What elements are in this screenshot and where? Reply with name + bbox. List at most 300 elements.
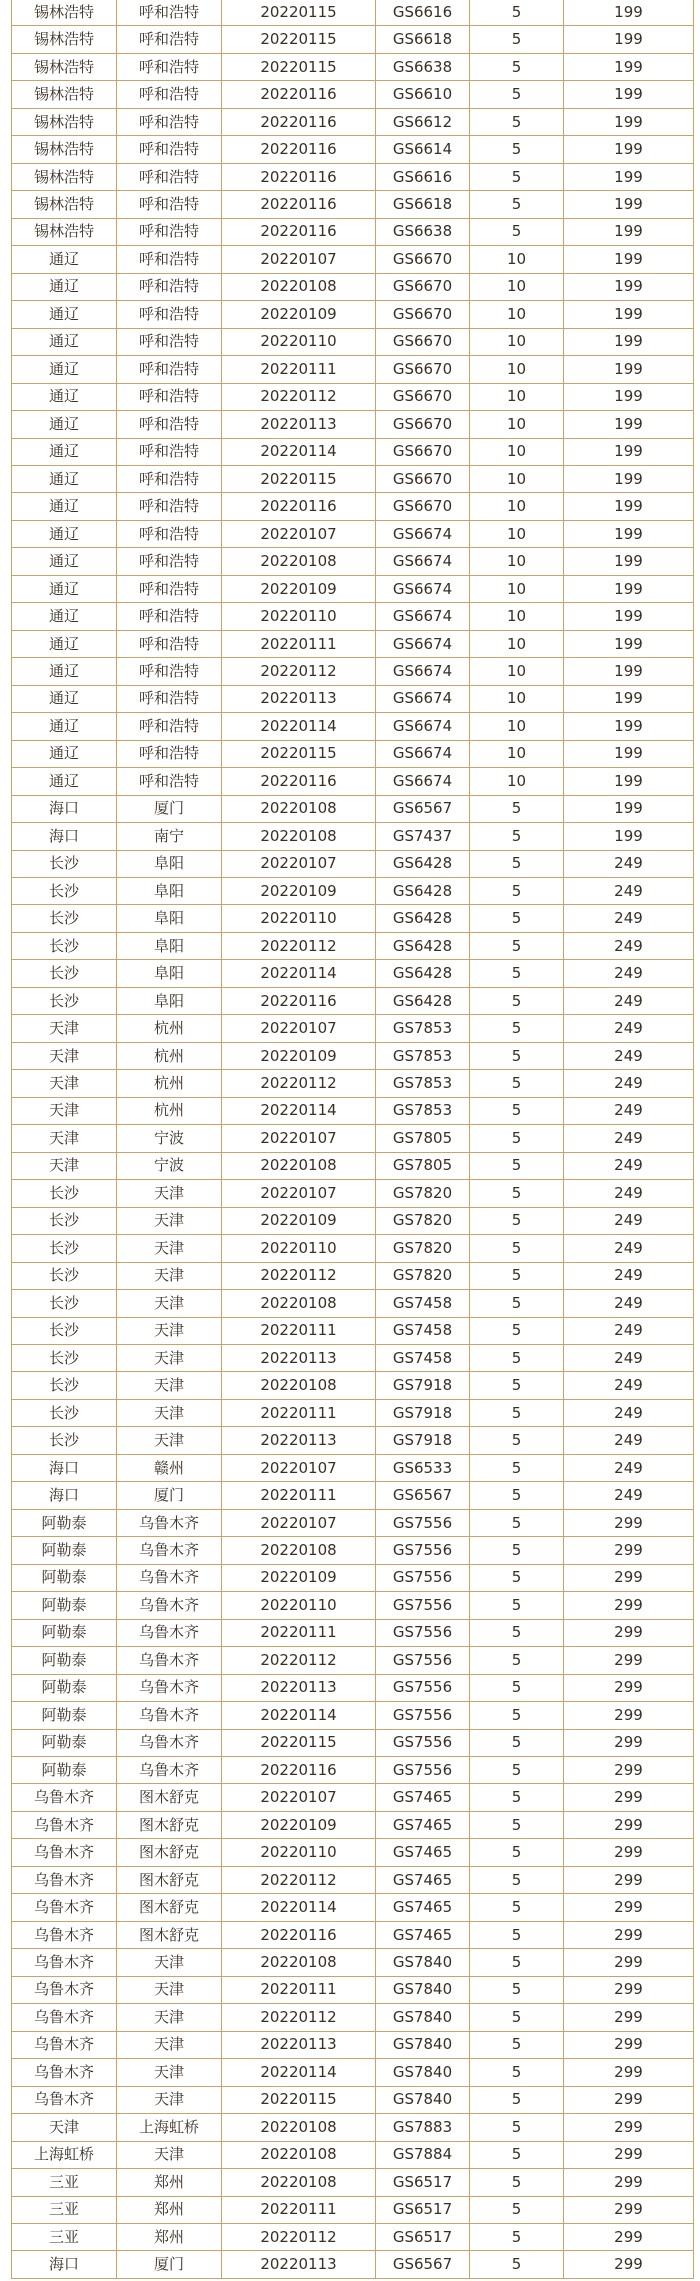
flight-number-cell: GS7840 <box>376 2059 470 2086</box>
destination-cell: 天津 <box>117 1180 222 1207</box>
date-cell: 20220113 <box>222 1344 376 1371</box>
price-cell: 249 <box>564 1152 694 1179</box>
table-row <box>12 2031 694 2058</box>
destination-cell: 宁波 <box>117 1125 222 1152</box>
origin-cell: 通辽 <box>12 438 117 465</box>
origin-cell: 通辽 <box>12 246 117 273</box>
flight-number-cell: GS6670 <box>376 411 470 438</box>
flight-number-cell: GS6674 <box>376 768 470 795</box>
table-row <box>12 1674 694 1701</box>
date-cell: 20220109 <box>222 1811 376 1838</box>
origin-cell: 长沙 <box>12 1399 117 1426</box>
origin-cell: 海口 <box>12 1454 117 1481</box>
destination-cell: 天津 <box>117 1235 222 1262</box>
quantity-cell: 5 <box>470 2004 564 2031</box>
table-row <box>12 1344 694 1371</box>
quantity-cell: 10 <box>470 575 564 602</box>
flight-number-cell: GS7465 <box>376 1839 470 1866</box>
origin-cell: 乌鲁木齐 <box>12 1839 117 1866</box>
date-cell: 20220116 <box>222 108 376 135</box>
table-row <box>12 795 694 822</box>
flight-number-cell: GS6428 <box>376 905 470 932</box>
date-cell: 20220112 <box>222 383 376 410</box>
date-cell: 20220107 <box>222 520 376 547</box>
origin-cell: 天津 <box>12 1097 117 1124</box>
quantity-cell: 10 <box>470 768 564 795</box>
origin-cell: 锡林浩特 <box>12 191 117 218</box>
quantity-cell: 5 <box>470 1592 564 1619</box>
flight-number-cell: GS7556 <box>376 1702 470 1729</box>
flight-number-cell: GS7556 <box>376 1592 470 1619</box>
quantity-cell: 5 <box>470 2114 564 2141</box>
table-row <box>12 520 694 547</box>
destination-cell: 呼和浩特 <box>117 218 222 245</box>
destination-cell: 天津 <box>117 2004 222 2031</box>
origin-cell: 长沙 <box>12 960 117 987</box>
date-cell: 20220107 <box>222 1180 376 1207</box>
origin-cell: 长沙 <box>12 987 117 1014</box>
origin-cell: 乌鲁木齐 <box>12 1784 117 1811</box>
table-row <box>12 246 694 273</box>
quantity-cell: 5 <box>470 987 564 1014</box>
table-row <box>12 108 694 135</box>
table-row <box>12 630 694 657</box>
date-cell: 20220115 <box>222 2086 376 2113</box>
origin-cell: 通辽 <box>12 383 117 410</box>
price-cell: 299 <box>564 2059 694 2086</box>
table-row <box>12 905 694 932</box>
flight-number-cell: GS7805 <box>376 1125 470 1152</box>
date-cell: 20220115 <box>222 53 376 80</box>
table-row <box>12 2251 694 2278</box>
quantity-cell: 10 <box>470 465 564 492</box>
origin-cell: 锡林浩特 <box>12 0 117 26</box>
table-row <box>12 1372 694 1399</box>
destination-cell: 乌鲁木齐 <box>117 1647 222 1674</box>
quantity-cell: 5 <box>470 905 564 932</box>
price-cell: 199 <box>564 356 694 383</box>
quantity-cell: 10 <box>470 438 564 465</box>
date-cell: 20220111 <box>222 356 376 383</box>
table-row <box>12 465 694 492</box>
table-row <box>12 1015 694 1042</box>
date-cell: 20220116 <box>222 1757 376 1784</box>
table-row <box>12 1317 694 1344</box>
date-cell: 20220107 <box>222 246 376 273</box>
flight-number-cell: GS7820 <box>376 1235 470 1262</box>
flight-table-body <box>12 0 694 2278</box>
price-cell: 249 <box>564 1399 694 1426</box>
destination-cell: 呼和浩特 <box>117 630 222 657</box>
quantity-cell: 5 <box>470 136 564 163</box>
destination-cell: 赣州 <box>117 1454 222 1481</box>
table-row <box>12 383 694 410</box>
date-cell: 20220107 <box>222 1125 376 1152</box>
price-cell: 199 <box>564 81 694 108</box>
table-row <box>12 218 694 245</box>
price-cell: 299 <box>564 2086 694 2113</box>
table-row <box>12 2196 694 2223</box>
origin-cell: 通辽 <box>12 328 117 355</box>
table-row <box>12 1729 694 1756</box>
flight-number-cell: GS6610 <box>376 81 470 108</box>
price-cell: 249 <box>564 1097 694 1124</box>
price-cell: 299 <box>564 1509 694 1536</box>
price-cell: 299 <box>564 2223 694 2250</box>
flight-schedule-table <box>11 0 694 2279</box>
flight-number-cell: GS6674 <box>376 713 470 740</box>
flight-number-cell: GS6517 <box>376 2169 470 2196</box>
table-row <box>12 1894 694 1921</box>
date-cell: 20220114 <box>222 438 376 465</box>
date-cell: 20220110 <box>222 1235 376 1262</box>
quantity-cell: 10 <box>470 658 564 685</box>
quantity-cell: 5 <box>470 218 564 245</box>
quantity-cell: 5 <box>470 2251 564 2278</box>
quantity-cell: 10 <box>470 383 564 410</box>
flight-number-cell: GS7883 <box>376 2114 470 2141</box>
date-cell: 20220114 <box>222 1894 376 1921</box>
flight-number-cell: GS6670 <box>376 465 470 492</box>
origin-cell: 阿勒泰 <box>12 1509 117 1536</box>
date-cell: 20220114 <box>222 2059 376 2086</box>
origin-cell: 上海虹桥 <box>12 2141 117 2168</box>
flight-number-cell: GS7556 <box>376 1647 470 1674</box>
date-cell: 20220113 <box>222 2251 376 2278</box>
origin-cell: 海口 <box>12 2251 117 2278</box>
date-cell: 20220114 <box>222 960 376 987</box>
date-cell: 20220116 <box>222 493 376 520</box>
quantity-cell: 5 <box>470 2169 564 2196</box>
quantity-cell: 5 <box>470 1976 564 2003</box>
price-cell: 199 <box>564 630 694 657</box>
destination-cell: 阜阳 <box>117 987 222 1014</box>
price-cell: 199 <box>564 218 694 245</box>
quantity-cell: 5 <box>470 1427 564 1454</box>
price-cell: 199 <box>564 740 694 767</box>
quantity-cell: 5 <box>470 53 564 80</box>
price-cell: 249 <box>564 850 694 877</box>
flight-number-cell: GS6616 <box>376 163 470 190</box>
flight-number-cell: GS7465 <box>376 1811 470 1838</box>
quantity-cell: 5 <box>470 960 564 987</box>
date-cell: 20220114 <box>222 713 376 740</box>
quantity-cell: 5 <box>470 2141 564 2168</box>
flight-number-cell: GS6517 <box>376 2196 470 2223</box>
quantity-cell: 5 <box>470 191 564 218</box>
origin-cell: 长沙 <box>12 905 117 932</box>
price-cell: 199 <box>564 493 694 520</box>
flight-number-cell: GS6428 <box>376 987 470 1014</box>
flight-number-cell: GS6674 <box>376 575 470 602</box>
price-cell: 299 <box>564 2031 694 2058</box>
price-cell: 199 <box>564 685 694 712</box>
origin-cell: 阿勒泰 <box>12 1564 117 1591</box>
price-cell: 249 <box>564 1207 694 1234</box>
price-cell: 249 <box>564 1290 694 1317</box>
price-cell: 249 <box>564 1235 694 1262</box>
table-row <box>12 81 694 108</box>
destination-cell: 呼和浩特 <box>117 108 222 135</box>
date-cell: 20220108 <box>222 548 376 575</box>
origin-cell: 通辽 <box>12 301 117 328</box>
origin-cell: 长沙 <box>12 878 117 905</box>
price-cell: 249 <box>564 1180 694 1207</box>
origin-cell: 通辽 <box>12 548 117 575</box>
origin-cell: 乌鲁木齐 <box>12 2086 117 2113</box>
price-cell: 199 <box>564 383 694 410</box>
flight-number-cell: GS7556 <box>376 1509 470 1536</box>
destination-cell: 阜阳 <box>117 878 222 905</box>
table-row <box>12 1399 694 1426</box>
destination-cell: 天津 <box>117 1290 222 1317</box>
flight-number-cell: GS6674 <box>376 548 470 575</box>
origin-cell: 长沙 <box>12 1207 117 1234</box>
destination-cell: 呼和浩特 <box>117 740 222 767</box>
date-cell: 20220108 <box>222 1290 376 1317</box>
date-cell: 20220112 <box>222 658 376 685</box>
price-cell: 299 <box>564 2141 694 2168</box>
destination-cell: 阜阳 <box>117 850 222 877</box>
origin-cell: 锡林浩特 <box>12 26 117 53</box>
destination-cell: 呼和浩特 <box>117 356 222 383</box>
price-cell: 299 <box>564 1949 694 1976</box>
price-cell: 299 <box>564 1592 694 1619</box>
destination-cell: 阜阳 <box>117 960 222 987</box>
flight-number-cell: GS6674 <box>376 603 470 630</box>
table-row <box>12 1509 694 1536</box>
destination-cell: 呼和浩特 <box>117 685 222 712</box>
date-cell: 20220116 <box>222 163 376 190</box>
destination-cell: 呼和浩特 <box>117 768 222 795</box>
date-cell: 20220108 <box>222 2114 376 2141</box>
date-cell: 20220112 <box>222 1262 376 1289</box>
quantity-cell: 5 <box>470 1317 564 1344</box>
quantity-cell: 5 <box>470 1262 564 1289</box>
flight-number-cell: GS6670 <box>376 273 470 300</box>
date-cell: 20220110 <box>222 905 376 932</box>
table-row <box>12 575 694 602</box>
flight-number-cell: GS6674 <box>376 658 470 685</box>
destination-cell: 呼和浩特 <box>117 328 222 355</box>
price-cell: 249 <box>564 1317 694 1344</box>
date-cell: 20220112 <box>222 2223 376 2250</box>
flight-number-cell: GS6618 <box>376 26 470 53</box>
origin-cell: 通辽 <box>12 273 117 300</box>
table-row <box>12 1454 694 1481</box>
table-row <box>12 658 694 685</box>
origin-cell: 通辽 <box>12 575 117 602</box>
flight-number-cell: GS6533 <box>376 1454 470 1481</box>
table-row <box>12 768 694 795</box>
price-cell: 299 <box>564 1866 694 1893</box>
quantity-cell: 10 <box>470 493 564 520</box>
date-cell: 20220115 <box>222 740 376 767</box>
origin-cell: 锡林浩特 <box>12 136 117 163</box>
origin-cell: 天津 <box>12 1015 117 1042</box>
date-cell: 20220113 <box>222 1674 376 1701</box>
table-row <box>12 328 694 355</box>
quantity-cell: 5 <box>470 1290 564 1317</box>
origin-cell: 阿勒泰 <box>12 1729 117 1756</box>
flight-number-cell: GS6674 <box>376 685 470 712</box>
quantity-cell: 10 <box>470 356 564 383</box>
quantity-cell: 5 <box>470 81 564 108</box>
date-cell: 20220116 <box>222 1921 376 1948</box>
origin-cell: 乌鲁木齐 <box>12 1866 117 1893</box>
price-cell: 199 <box>564 438 694 465</box>
quantity-cell: 5 <box>470 1482 564 1509</box>
date-cell: 20220108 <box>222 823 376 850</box>
origin-cell: 三亚 <box>12 2223 117 2250</box>
table-row <box>12 878 694 905</box>
flight-number-cell: GS6616 <box>376 0 470 26</box>
flight-number-cell: GS7853 <box>376 1042 470 1069</box>
price-cell: 199 <box>564 163 694 190</box>
price-cell: 199 <box>564 301 694 328</box>
quantity-cell: 5 <box>470 1647 564 1674</box>
quantity-cell: 5 <box>470 1811 564 1838</box>
price-cell: 249 <box>564 932 694 959</box>
date-cell: 20220116 <box>222 81 376 108</box>
quantity-cell: 10 <box>470 301 564 328</box>
price-cell: 299 <box>564 1921 694 1948</box>
destination-cell: 天津 <box>117 1949 222 1976</box>
table-row <box>12 1592 694 1619</box>
destination-cell: 天津 <box>117 1344 222 1371</box>
destination-cell: 呼和浩特 <box>117 191 222 218</box>
destination-cell: 图木舒克 <box>117 1839 222 1866</box>
table-row <box>12 823 694 850</box>
destination-cell: 呼和浩特 <box>117 301 222 328</box>
origin-cell: 阿勒泰 <box>12 1702 117 1729</box>
flight-number-cell: GS6670 <box>376 328 470 355</box>
price-cell: 199 <box>564 246 694 273</box>
origin-cell: 阿勒泰 <box>12 1647 117 1674</box>
date-cell: 20220108 <box>222 1537 376 1564</box>
table-row <box>12 1070 694 1097</box>
origin-cell: 通辽 <box>12 520 117 547</box>
price-cell: 249 <box>564 1344 694 1371</box>
destination-cell: 呼和浩特 <box>117 438 222 465</box>
destination-cell: 呼和浩特 <box>117 465 222 492</box>
date-cell: 20220113 <box>222 685 376 712</box>
quantity-cell: 5 <box>470 795 564 822</box>
origin-cell: 锡林浩特 <box>12 218 117 245</box>
destination-cell: 天津 <box>117 2086 222 2113</box>
date-cell: 20220108 <box>222 1372 376 1399</box>
origin-cell: 长沙 <box>12 932 117 959</box>
origin-cell: 长沙 <box>12 1262 117 1289</box>
price-cell: 299 <box>564 1729 694 1756</box>
table-row <box>12 1180 694 1207</box>
table-row <box>12 1207 694 1234</box>
table-row <box>12 2004 694 2031</box>
destination-cell: 乌鲁木齐 <box>117 1729 222 1756</box>
price-cell: 299 <box>564 1619 694 1646</box>
destination-cell: 天津 <box>117 1427 222 1454</box>
table-row <box>12 0 694 26</box>
destination-cell: 杭州 <box>117 1070 222 1097</box>
flight-number-cell: GS6670 <box>376 438 470 465</box>
date-cell: 20220110 <box>222 1839 376 1866</box>
price-cell: 249 <box>564 1427 694 1454</box>
price-cell: 199 <box>564 795 694 822</box>
quantity-cell: 5 <box>470 1921 564 1948</box>
quantity-cell: 5 <box>470 2086 564 2113</box>
price-cell: 199 <box>564 0 694 26</box>
flight-number-cell: GS7840 <box>376 2086 470 2113</box>
table-row <box>12 273 694 300</box>
date-cell: 20220110 <box>222 328 376 355</box>
quantity-cell: 5 <box>470 1619 564 1646</box>
date-cell: 20220111 <box>222 1482 376 1509</box>
price-cell: 299 <box>564 1757 694 1784</box>
destination-cell: 杭州 <box>117 1015 222 1042</box>
price-cell: 249 <box>564 878 694 905</box>
price-cell: 299 <box>564 2169 694 2196</box>
date-cell: 20220112 <box>222 2004 376 2031</box>
flight-number-cell: GS6428 <box>376 932 470 959</box>
origin-cell: 阿勒泰 <box>12 1619 117 1646</box>
quantity-cell: 5 <box>470 1207 564 1234</box>
origin-cell: 乌鲁木齐 <box>12 1921 117 1948</box>
price-cell: 249 <box>564 1015 694 1042</box>
quantity-cell: 5 <box>470 1564 564 1591</box>
table-row <box>12 2114 694 2141</box>
table-row <box>12 163 694 190</box>
destination-cell: 宁波 <box>117 1152 222 1179</box>
flight-number-cell: GS6638 <box>376 53 470 80</box>
destination-cell: 图木舒克 <box>117 1921 222 1948</box>
price-cell: 199 <box>564 823 694 850</box>
destination-cell: 乌鲁木齐 <box>117 1619 222 1646</box>
price-cell: 199 <box>564 713 694 740</box>
quantity-cell: 5 <box>470 1015 564 1042</box>
flight-number-cell: GS7805 <box>376 1152 470 1179</box>
table-row <box>12 1647 694 1674</box>
destination-cell: 天津 <box>117 2141 222 2168</box>
flight-number-cell: GS7437 <box>376 823 470 850</box>
quantity-cell: 5 <box>470 1180 564 1207</box>
destination-cell: 呼和浩特 <box>117 520 222 547</box>
date-cell: 20220107 <box>222 1454 376 1481</box>
destination-cell: 呼和浩特 <box>117 548 222 575</box>
date-cell: 20220115 <box>222 1729 376 1756</box>
date-cell: 20220108 <box>222 2141 376 2168</box>
destination-cell: 郑州 <box>117 2169 222 2196</box>
date-cell: 20220113 <box>222 2031 376 2058</box>
quantity-cell: 5 <box>470 2196 564 2223</box>
quantity-cell: 5 <box>470 1070 564 1097</box>
price-cell: 299 <box>564 1647 694 1674</box>
origin-cell: 三亚 <box>12 2196 117 2223</box>
date-cell: 20220114 <box>222 1097 376 1124</box>
flight-number-cell: GS6567 <box>376 795 470 822</box>
destination-cell: 天津 <box>117 1262 222 1289</box>
destination-cell: 乌鲁木齐 <box>117 1564 222 1591</box>
price-cell: 199 <box>564 26 694 53</box>
origin-cell: 长沙 <box>12 1344 117 1371</box>
quantity-cell: 5 <box>470 2223 564 2250</box>
destination-cell: 阜阳 <box>117 932 222 959</box>
destination-cell: 南宁 <box>117 823 222 850</box>
table-row <box>12 356 694 383</box>
destination-cell: 呼和浩特 <box>117 575 222 602</box>
destination-cell: 阜阳 <box>117 905 222 932</box>
flight-number-cell: GS6612 <box>376 108 470 135</box>
date-cell: 20220111 <box>222 1976 376 2003</box>
